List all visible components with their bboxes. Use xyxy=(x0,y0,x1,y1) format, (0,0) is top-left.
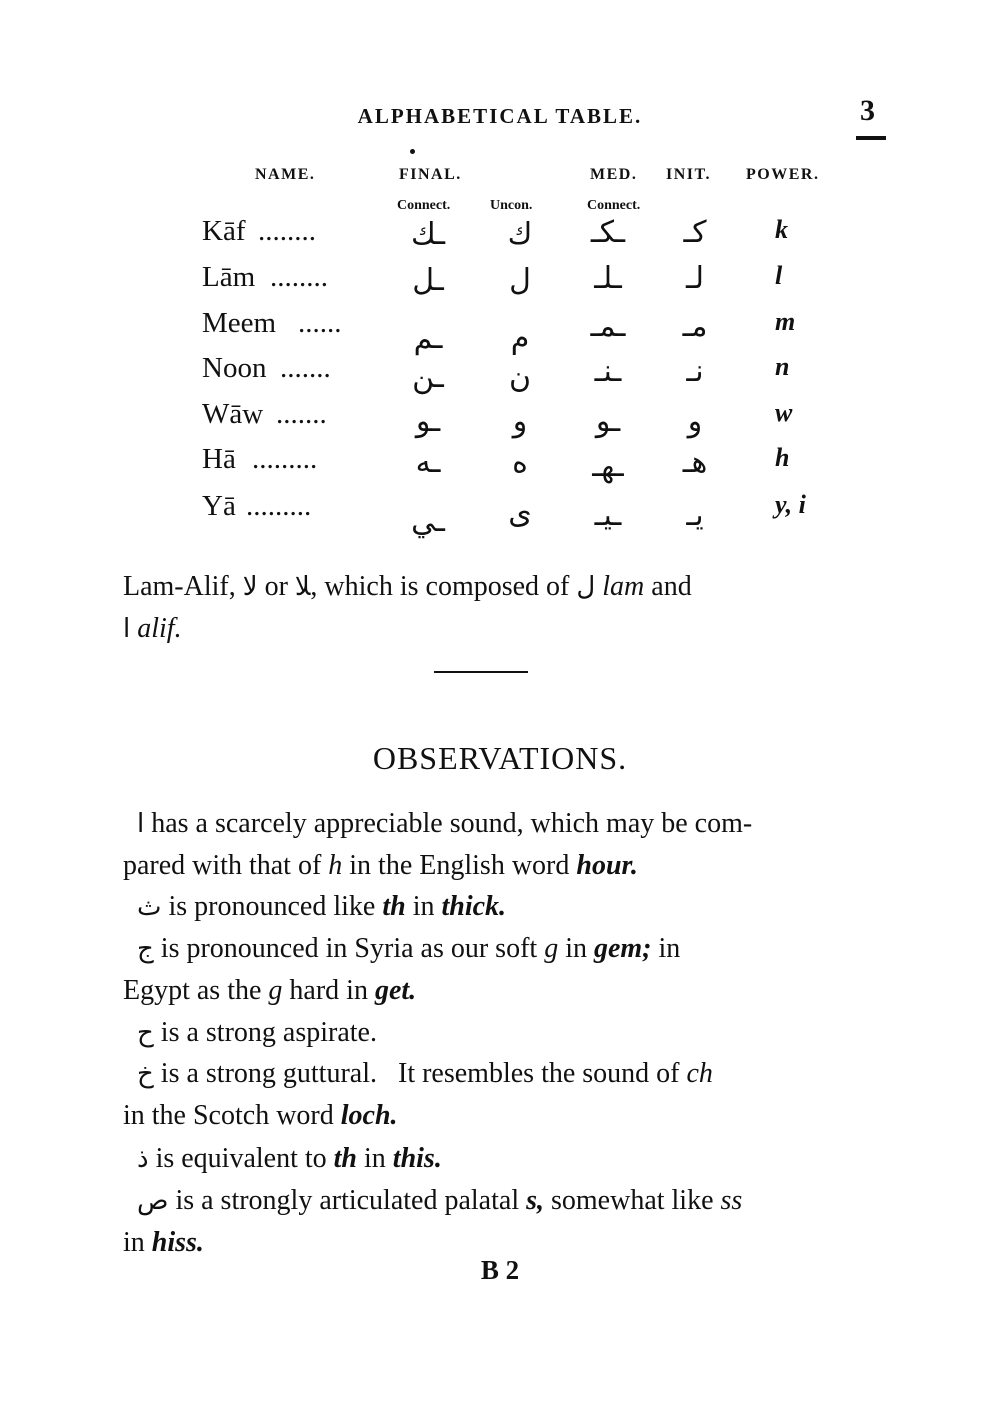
observation-italic: g xyxy=(544,933,559,964)
observation-italic: s, xyxy=(526,1185,544,1216)
glyph-final-uncon: ه xyxy=(512,445,528,480)
observation-text: in the English word xyxy=(349,850,570,881)
running-head: ALPHABETICAL TABLE. xyxy=(357,104,643,128)
power-value: w xyxy=(775,398,793,427)
power-value: l xyxy=(775,261,783,290)
subhead-med-connect: Connect. xyxy=(587,198,641,213)
power-value: m xyxy=(775,307,796,336)
table-row: Wāw ....... ـو و ـو و w xyxy=(202,398,793,439)
observation-dhal xyxy=(123,1138,878,1180)
observation-text: hard in xyxy=(289,975,368,1006)
lam-alif-glyph: ﻼ xyxy=(294,572,311,602)
glyph-final-uncon: و xyxy=(512,404,528,439)
glyph-final-uncon: ل xyxy=(509,263,531,298)
observation-italic: get. xyxy=(374,975,417,1006)
glyph-medial: ـو xyxy=(595,404,621,439)
observation-text: in xyxy=(123,1227,145,1258)
observation-italic: th xyxy=(382,891,406,922)
glyph-final-connect: ـن xyxy=(412,360,444,395)
glyph-final-connect: ـك xyxy=(410,217,446,252)
observation-italic: loch. xyxy=(340,1100,398,1131)
observation-jim xyxy=(123,928,878,1011)
observation-text: is a strongly articulated palatal xyxy=(175,1185,520,1216)
glyph-final-uncon: ن xyxy=(508,360,532,395)
glyph-initial: هـ xyxy=(682,445,708,480)
observation-italic: thick. xyxy=(441,891,507,922)
observation-text: pared with that of xyxy=(123,850,322,881)
lam-word: lam xyxy=(602,571,645,602)
letter-name: Hā xyxy=(202,443,236,475)
subhead-final-connect: Connect. xyxy=(397,198,451,213)
glyph-initial: لـ xyxy=(686,261,704,296)
glyph-final-uncon: ك xyxy=(507,217,533,252)
page-number-rule xyxy=(856,136,886,140)
observations-title: OBSERVATIONS. xyxy=(372,740,628,776)
glyph-final-connect: ـي xyxy=(411,504,445,539)
glyph-medial: ـكـ xyxy=(590,215,626,250)
observation-italic: g xyxy=(268,975,283,1006)
glyph-final-connect: ـه xyxy=(415,445,441,480)
observation-text: Egypt as the xyxy=(123,975,262,1006)
observation-sad xyxy=(123,1180,878,1263)
arabic-letter: خ xyxy=(137,1059,154,1089)
arabic-letter: ج xyxy=(137,934,154,964)
table-row: Noon ....... ـن ن ـنـ نـ n xyxy=(202,352,790,395)
final-dot xyxy=(410,149,415,154)
arabic-letter: ث xyxy=(137,892,162,922)
lam-alif-text: or xyxy=(264,571,288,602)
glyph-initial: و xyxy=(687,404,703,439)
observation-text: is equivalent to xyxy=(155,1143,327,1174)
alif-word: alif. xyxy=(137,613,182,644)
lam-alif-text: Lam-Alif, xyxy=(123,571,236,602)
glyph-initial: يـ xyxy=(686,498,704,533)
power-value: y, i xyxy=(775,490,806,519)
glyph-final-uncon: م xyxy=(510,321,530,356)
glyph-final-connect: ـل xyxy=(412,263,444,298)
observation-text: is a strong aspirate. xyxy=(160,1017,377,1048)
glyph-medial: ـنـ xyxy=(594,354,622,389)
glyph-initial: كـ xyxy=(683,215,707,250)
lam-alif-text: , which is composed of xyxy=(310,571,570,602)
glyph-initial: نـ xyxy=(686,354,704,389)
observation-tha xyxy=(123,886,878,928)
letter-name: Yā xyxy=(202,490,236,522)
alif-glyph: ا xyxy=(123,614,131,644)
observation-kha xyxy=(123,1053,878,1136)
glyph-final-uncon: ى xyxy=(508,496,532,531)
observation-alif xyxy=(123,803,878,886)
arabic-letter: ا xyxy=(137,809,145,839)
glyph-final-connect: ـم xyxy=(413,321,443,356)
observation-text: is pronounced like xyxy=(168,891,376,922)
glyph-medial: ـلـ xyxy=(594,261,622,296)
observation-text: in xyxy=(412,891,435,922)
col-head-final: FINAL. xyxy=(399,166,462,183)
table-row: Meem ...... ـم م ـمـ مـ m xyxy=(202,307,796,356)
table-row: Kāf ........ ـك ك ـكـ كـ k xyxy=(202,215,788,252)
power-value: n xyxy=(775,352,790,381)
observation-text: It resembles the sound of xyxy=(398,1058,680,1089)
table-row: Hā ......... ـه ه ـهـ هـ h xyxy=(202,443,790,484)
lam-alif-paragraph xyxy=(123,566,878,650)
observation-text: in xyxy=(658,933,681,964)
col-head-power: POWER. xyxy=(746,166,820,183)
letter-name: Kāf xyxy=(202,215,246,247)
letter-name: Noon xyxy=(202,352,267,384)
signature-mark: B 2 xyxy=(480,1255,520,1285)
observation-text: in the Scotch word xyxy=(123,1100,334,1131)
arabic-letter: ح xyxy=(137,1018,154,1048)
subhead-final-uncon: Uncon. xyxy=(490,198,533,213)
letter-name: Lām xyxy=(202,261,256,293)
observation-italic: this. xyxy=(392,1143,442,1174)
observation-text: has a scarcely appreciable sound, which may be com- xyxy=(151,808,753,839)
observation-italic: th xyxy=(333,1143,358,1174)
observation-text: somewhat like xyxy=(551,1185,714,1216)
letter-name: Wāw xyxy=(202,398,264,430)
observation-text: is a strong guttural. xyxy=(160,1058,377,1089)
observation-italic: ss xyxy=(720,1185,743,1216)
observation-text: is pronounced in Syria as our soft xyxy=(160,933,538,964)
observation-text: in xyxy=(364,1143,386,1174)
table-row: Lām ........ ـل ل ـلـ لـ l xyxy=(202,261,783,298)
arabic-letter: ذ xyxy=(137,1144,149,1174)
glyph-final-connect: ـو xyxy=(415,404,441,439)
table-row: Yā ......... ـي ى ـيـ يـ y, i xyxy=(202,490,806,539)
lam-alif-text: and xyxy=(651,571,692,602)
col-head-name: NAME. xyxy=(255,166,316,183)
arabic-letter: ص xyxy=(137,1186,169,1216)
power-value: h xyxy=(775,443,790,472)
power-value: k xyxy=(775,215,788,244)
observation-italic: hiss. xyxy=(151,1227,204,1258)
observation-ha xyxy=(123,1012,878,1054)
observation-italic: ch xyxy=(686,1058,713,1089)
glyph-medial: ـهـ xyxy=(592,449,624,484)
observation-italic: gem; xyxy=(593,933,652,964)
col-head-init: INIT. xyxy=(666,166,711,183)
glyph-medial: ـمـ xyxy=(590,309,626,344)
observation-italic: h xyxy=(328,850,343,881)
observation-text: in xyxy=(565,933,587,964)
letter-name: Meem xyxy=(202,307,277,339)
glyph-medial: ـيـ xyxy=(594,498,622,533)
col-head-med: MED. xyxy=(590,166,638,183)
lam-alif-glyph: لا xyxy=(242,572,258,602)
page-number: 3 xyxy=(860,94,875,127)
section-divider xyxy=(434,671,528,673)
glyph-initial: مـ xyxy=(682,309,708,344)
lam-glyph: ل xyxy=(576,572,596,602)
observation-italic: hour. xyxy=(576,850,638,881)
